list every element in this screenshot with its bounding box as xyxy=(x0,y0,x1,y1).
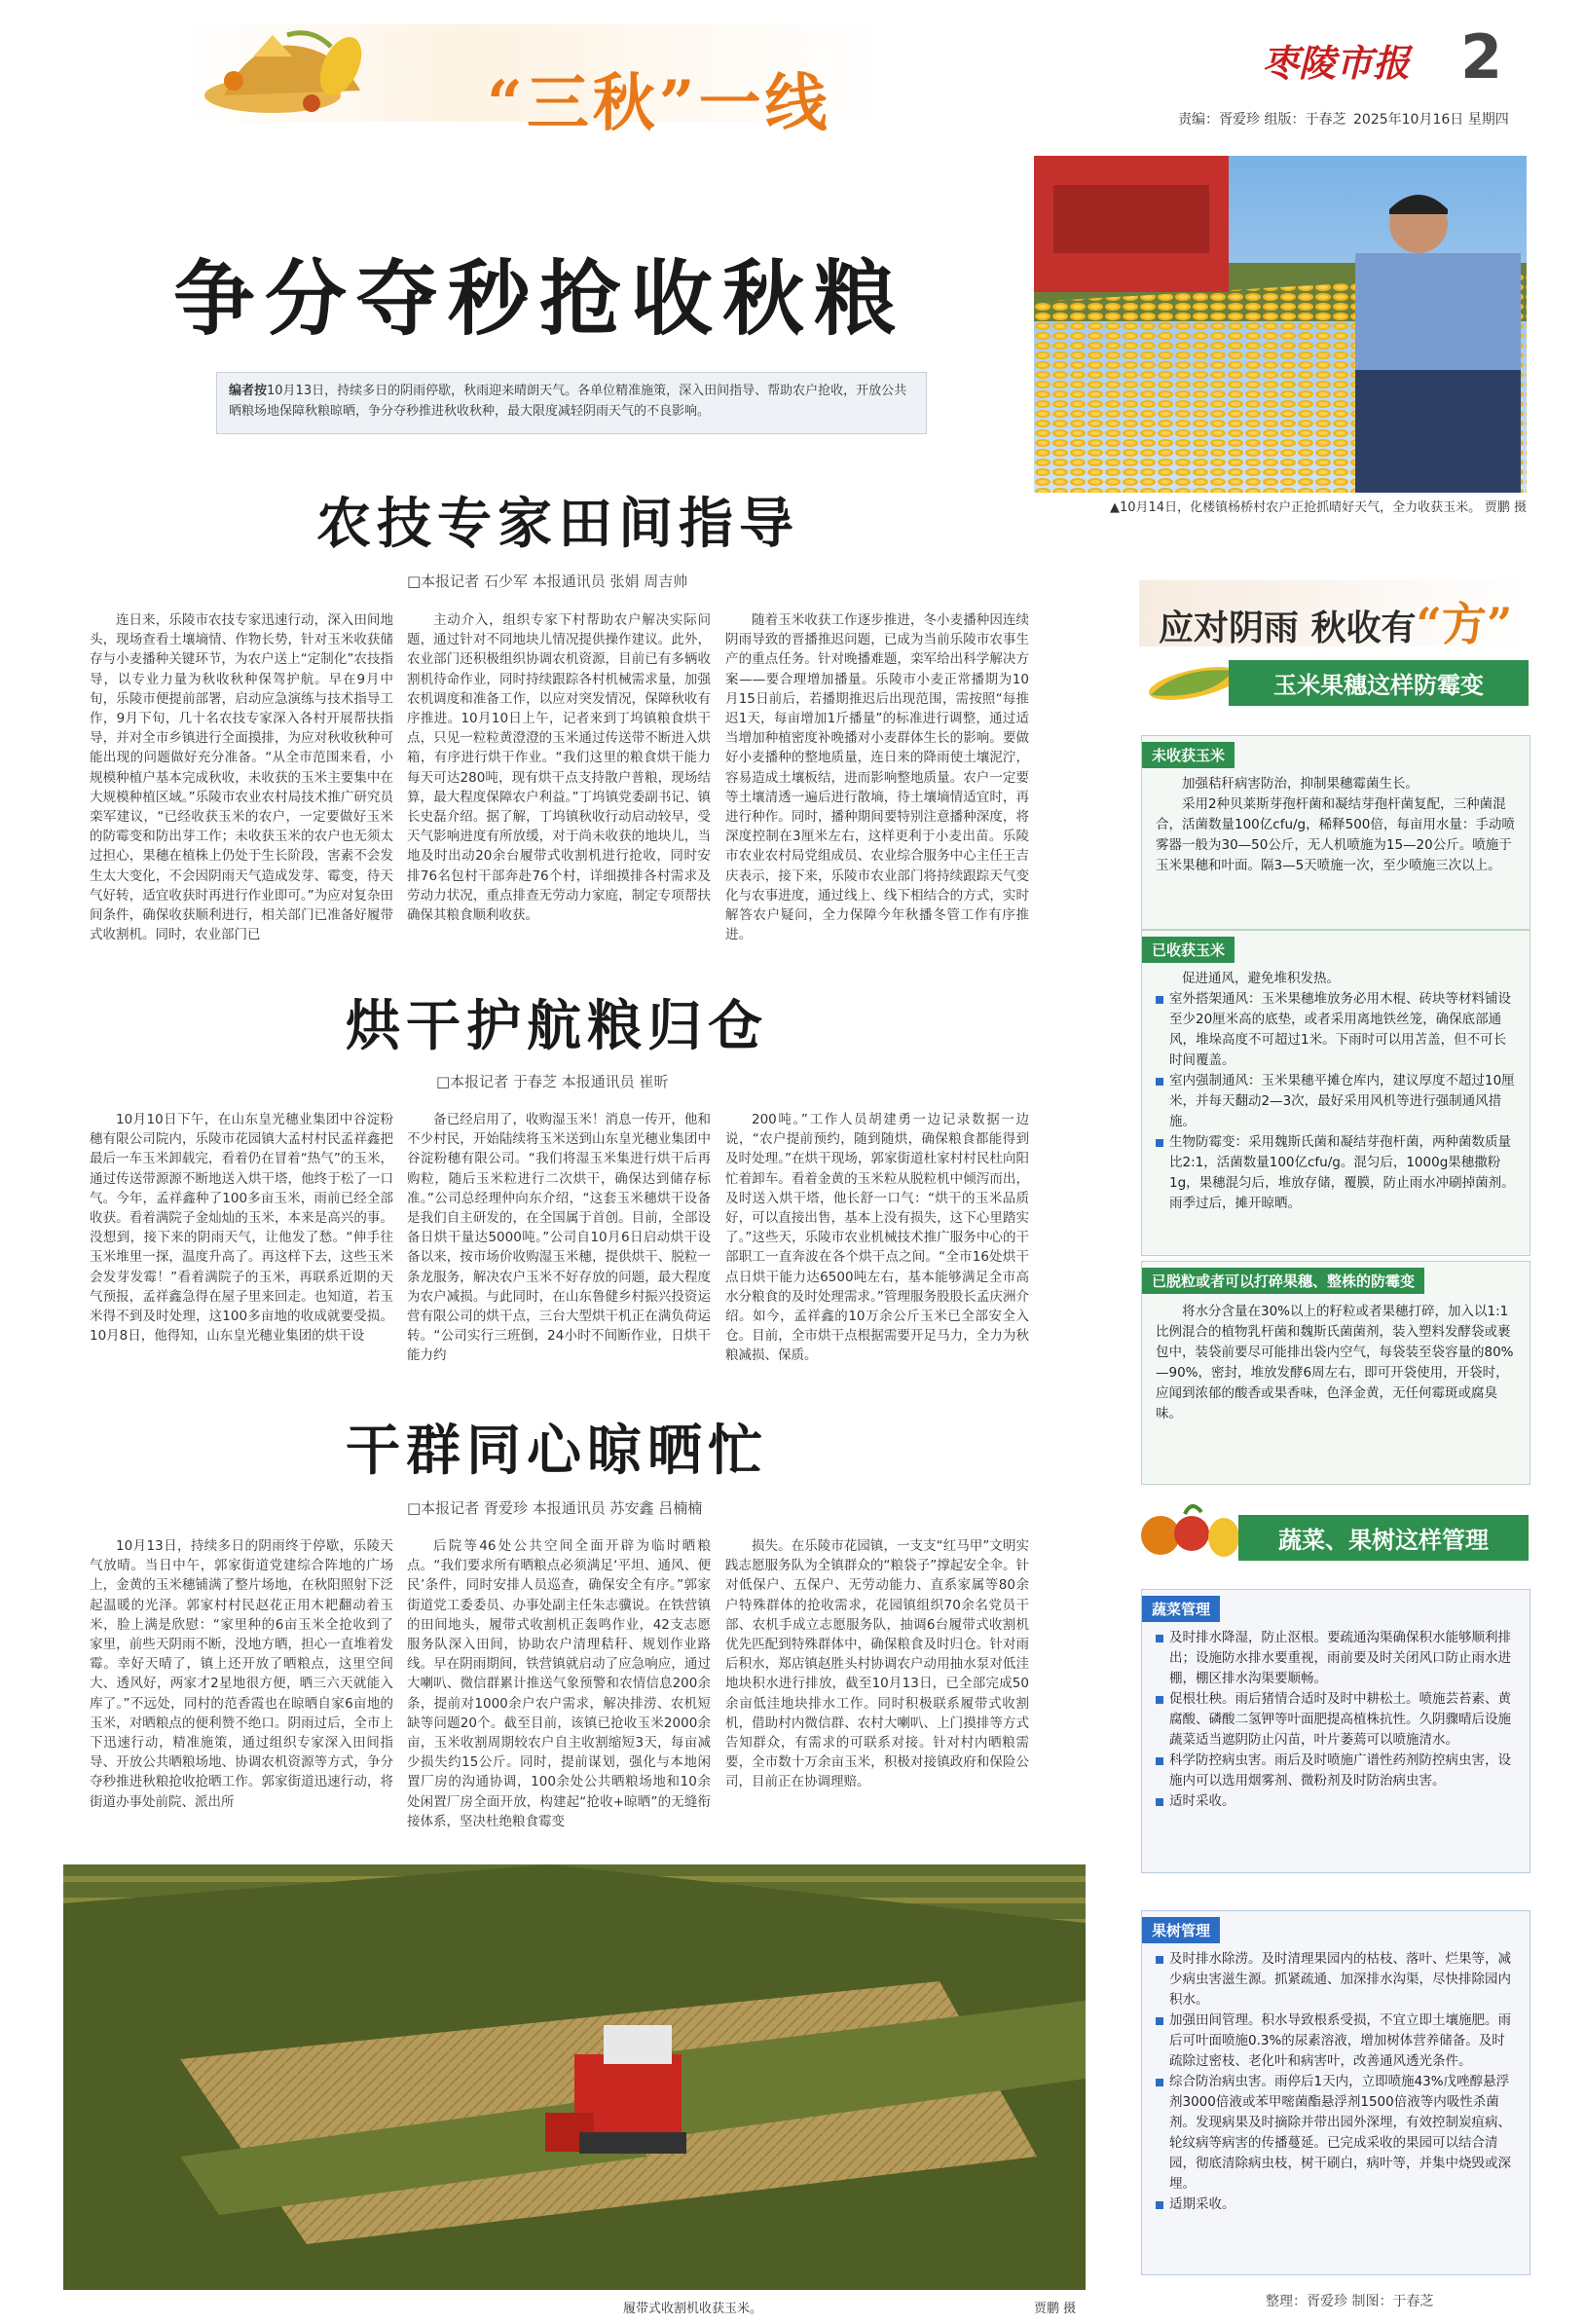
section3-column-3: 损失。在乐陵市花园镇，一支支“红马甲”文明实践志愿服务队为全镇群众的“粮袋子”撑起安全伞。针对低保户、五保户、无劳动能力、直系家属等80余户特殊群体的抢收需求，花园镇组织70余名党员干部、农机手成立志愿服务队，抽调6台履带式收割机优先匹配到特殊群体中，确保粮食及时归仓。针对雨后积水，郑店镇赵胜头村协调农户动用抽水泵对低洼地块积水进行排放，截至10月13日，已全部完成50余亩低洼地块排水工作。同时积极联系履带式收割机，借助村内微信群、农村大喇叭、上门摸排等方式告知群众，有需求的可联系对接。针对村内晒粮需要，全市数十万余亩玉米，积极对接镇政府和保险公司，目前正在协调理赔。 xyxy=(725,1538,1029,1790)
fruit-tree-management-item: 适期采收。 xyxy=(1156,2195,1516,2215)
page-number: 2 xyxy=(1460,21,1503,92)
corn-harvest-illustration xyxy=(195,27,409,120)
banner-title: “三秋”一线 xyxy=(487,67,831,140)
fruit-tree-management-item: 加强田间管理。积水导致根系受损，不宜立即土壤施肥。雨后可叶面喷施0.3%的尿素溶液，增加树体营养储备。及时疏除过密枝、老化叶和病害叶，改善通风透光条件。 xyxy=(1156,2010,1516,2072)
sidebar-header: 应对阴雨 秋收有“方” xyxy=(1159,598,1513,650)
fruit-tree-management-box xyxy=(1141,1910,1530,2275)
editor-note xyxy=(216,372,927,434)
section1-column-3: 随着玉米收获工作逐步推进，冬小麦播种因连续阴雨导致的晋播推迟问题，已成为当前乐陵市农事生产的重点任务。针对晚播难题，栾军给出科学解决方案——要合理增加播量。乐陵市小麦正常播期为10月15日前后，若播期推迟后出现范围，需按照“每推迟1天，每亩增加1斤播量”的标准进行调整，通过适当增加种植密度补晚播对小麦群体生长的影响。要做好小麦播种的整地质量，连日来的降雨使土壤泥泞，容易造成土壤板结，进而影响整地质量。农户一定要等土壤清透一遍后进行散墒，待土壤墒情适宜时，再进行种作。同时，播种期间要特别注意播种深度，将深度控制在3厘米左右，这样更利于小麦出苗。乐陵市农业农村局党组成员、农业综合服务中心主任王吉庆表示，接下来，乐陵市农业部门将持续跟踪天气变化与农事进度，通过线上、线下相结合的方式，实时解答农户疑问，全力保障今年秋播冬管工作有序推进。 xyxy=(725,612,1029,943)
section1-byline: □本报记者 石少军 本报通讯员 张娟 周吉帅 xyxy=(407,572,688,590)
harvested-corn-box xyxy=(1141,930,1530,1256)
vegetable-management-tab: 蔬菜管理 xyxy=(1142,1596,1220,1622)
corn-mold-prevention-bar: 玉米果穗这样防霉变 xyxy=(1229,660,1529,706)
section2-column-3: 200吨。”工作人员胡建勇一边记录数据一边说，“农户提前预约，随到随烘，确保粮食都能得到及时处理。”在烘干现场，郭家街道杜家村村民杜向阳忙着卸车。看着金黄的玉米粒从脱粒机中倾泻而出，及时送入烘干塔，他长舒一口气：“烘干的玉米品质好，可以直接出售，基本上没有损失，这下心里踏实了。”这些天，乐陵市农业机械技术推广服务中心的干部职工一直奔波在各个烘干点之间。“全市16处烘干点日烘干能力达6500吨左右，基本能够满足全市高水分粮食的及时处理需求。”管理服务股股长孟庆洲介绍。如今，孟祥鑫的10万余公斤玉米已全部安全入仓。目前，全市烘干点根据需要开足马力，全力为秋粮减损、保质。 xyxy=(725,1112,1029,1364)
main-headline: 争分夺秒抢收秋粮 xyxy=(173,251,906,347)
threshed-corn-box xyxy=(1141,1261,1530,1485)
section1-title: 农技专家田间指导 xyxy=(316,492,799,556)
harvested-corn-tab: 已收获玉米 xyxy=(1142,937,1235,963)
harvested-corn-intro: 促进通风，避免堆积发热。 xyxy=(1182,971,1340,986)
sidebar-footer-credit: 整理：胥爱珍 制图：于春芝 xyxy=(1266,2294,1434,2309)
threshed-corn-tab: 已脱粒或者可以打碎果穗、整株的防霉变 xyxy=(1142,1268,1424,1294)
section2-title: 烘干护航粮归仓 xyxy=(346,994,768,1058)
section1-column-2: 主动介入，组织专家下村帮助农户解决实际问题，通过针对不同地块儿情况提供操作建议。此外，农业部门还积极组织协调农机资源，目前已有多辆收割机待命作业，同时持续跟踪各村机械需求量，加强农机调度和准备工作，以应对突发情况，保障秋收有序推进。10月10日上午，记者来到丁坞镇粮食烘干点，只见一粒粒黄澄澄的玉米通过传送带不断进入烘箱，有序进行烘干作业。“我们这里的粮食烘干能力每天可达280吨，现有烘干点支持散户普粮，现场结算，最大程度保障农户利益。”丁坞镇党委副书记、镇长史磊介绍。据了解，丁坞镇秋收行动启动较早，受天气影响进度有所放缓，对于尚未收获的地块儿，当地及时出动20余台履带式收割机进行抢收，同时安排76名包村干部奔赴76个村，详细摸排各村需求及劳动力状况，重点排查无劳动力家庭，制定专项帮扶确保其粮食顺利收获。 xyxy=(407,612,711,924)
bottom-photo-harvester-field xyxy=(63,1864,1086,2290)
section2-column-1: 10月10日下午，在山东皇光穗业集团中谷淀粉穗有限公司院内，乐陵市花园镇大孟村村民孟祥鑫把最后一车玉米卸载完，看着仍在冒着“热气”的玉米，通过传送带源源不断地送入烘干塔，他终于松了一口气。今年，孟祥鑫种了100多亩玉米，雨前已经全部收获。看着满院子金灿灿的玉米，本来是高兴的事。没想到，接下来的阴雨天气，让他发了愁。“伸手往玉米堆里一探，温度升高了。再这样下去，这些玉米会发芽发霉！”看着满院子的玉米，再联系近期的天气预报，孟祥鑫急得在屋子里来回走。也知道，若玉米得不到及时处理，这100多亩地的收成就要受损。10月8日，他得知，山东皇光穗业集团的烘干设 xyxy=(90,1112,393,1345)
section2-column-2: 备已经启用了，收购湿玉米！消息一传开，他和不少村民，开始陆续将玉米送到山东皇光穗业集团中谷淀粉穗有限公司。“我们将湿玉米集进行烘干后再购粒，随后玉米粒进行二次烘干，确保达到储存标准。”公司总经理仲向东介绍，“这套玉米穗烘干设备是我们自主研发的，在全国属于首创。目前，全部设备日烘干量达5000吨。”公司自10月6日启动烘干设备以来，按市场价收购湿玉米穗，提供烘干、脱粒一条龙服务，解决农户玉米不好存放的问题，最大程度为农户减损。与此同时，在山东鲁健乡村振兴投资运营有限公司的烘干点，三台大型烘干机正在满负荷运转。“公司实行三班倒，24小时不间断作业，日烘干能力约 xyxy=(407,1112,711,1364)
section1-column-1: 连日来，乐陵市农技专家迅速行动，深入田间地头，现场查看土壤墒情、作物长势，针对玉米收获储存与小麦播种关键环节，为农户送上“定制化”农技指导，以专业力量为秋收秋种保驾护航。早在9月中旬，乐陵市便提前部署，启动应急演练与技术指导工作，9月下旬，几十名农技专家深入各村开展帮扶指导，并对全市乡镇进行全面摸排，为应对秋收秋种可能出现的问题做好充分准备。“从全市范围来看，小规模种植户基本完成秋收，未收获的玉米主要集中在大规模种植区域。”乐陵市农业农村局技术推广研究员栾军建议，“已经收获玉米的农户，一定要做好玉米的防霉变和防出芽工作；未收获玉米的农户也无须太过担心，果穗在植株上仍处于生长阶段，害素不会发生太大变化，不会因阴雨天气造成发芽、霉变，待天气好转，适宜收获时再进行作业即可。”为应对复杂田间条件，确保收获顺利进行，相关部门已准备好履带式收割机。同时，农业部门已 xyxy=(90,612,393,943)
editor-note-label: 编者按 xyxy=(229,384,268,398)
harvested-corn-item: 室外搭架通风：玉米果穗堆放务必用木棍、砖块等材料铺设至少20厘米高的底垫，或者采用离地铁丝笼，确保底部通风，堆垛高度不可超过1米。下雨时可以用苫盖，但不可长时间覆盖。 xyxy=(1156,989,1516,1071)
fruit-tree-management-item: 综合防治病虫害。雨停后1天内，立即喷施43%戊唑醇悬浮剂3000倍液或苯甲嘧菌酯悬浮剂1500倍液等内吸性杀菌剂。发现病果及时摘除并带出园外深埋，有效控制炭疽病、轮纹病等病害的传播蔓延。已完成采收的果园可以结合清园，彻底清除病虫枝，树干刷白，病叶等，并集中烧毁或深埋。 xyxy=(1156,2072,1516,2195)
unharvested-corn-box xyxy=(1141,735,1530,930)
section3-byline: □本报记者 胥爱珍 本报通讯员 苏安鑫 吕楠楠 xyxy=(407,1499,703,1517)
vegetable-management-box xyxy=(1141,1589,1530,1873)
top-photo-caption: ▲10月14日，化楼镇杨桥村农户正抢抓晴好天气，全力收获玉米。 贾鹏 摄 xyxy=(1110,498,1527,518)
top-photo-credit: 贾鹏 摄 xyxy=(1484,500,1527,515)
bottom-photo-caption: 履带式收割机收获玉米。 xyxy=(623,2302,763,2316)
unharvested-corn-line-2: 采用2种贝莱斯芽孢杆菌和凝结芽孢杆菌复配，三种菌混合，活菌数量100亿cfu/g，稀释500倍，每亩用水量：手动喷雾器一般为30—50公斤，无人机喷施为15—20公斤。喷施于玉米果穗和叶面。隔3—5天喷施一次，至少喷施三次以上。 xyxy=(1156,796,1515,873)
fruit-tree-management-item: 及时排水除涝。及时清理果园内的枯枝、落叶、烂果等，减少病虫害滋生源。抓紧疏通、加深排水沟渠，尽快排除园内积水。 xyxy=(1156,1949,1516,2010)
section2-byline: □本报记者 于春芝 本报通讯员 崔昕 xyxy=(436,1073,669,1090)
paper-name-logo: 枣陵市报 xyxy=(1262,41,1411,85)
harvested-corn-item: 生物防霉变：采用魏斯氏菌和凝结芽孢杆菌，两种菌数质量比2:1，活菌数量100亿cfu/g。混匀后，1000g果穗撒粉1g，果穗混匀后，堆放存储，覆膜，防止雨水冲刷掉菌剂。雨季过后，摊开晾晒。 xyxy=(1156,1132,1516,1214)
vegetable-management-item: 及时排水降湿，防止沤根。要疏通沟渠确保积水能够顺利排出；设施防水排水要重视，雨前要及时关闭风口防止雨水进棚，棚区排水沟渠要顺畅。 xyxy=(1156,1628,1516,1689)
unharvested-corn-line-1: 加强秸秆病害防治，抑制果穗霉菌生长。 xyxy=(1182,776,1419,792)
editors-line: 责编：胥爱珍 组版：于春芝 xyxy=(1178,112,1346,128)
vegetable-management-item: 科学防控病虫害。雨后及时喷施广谱性药剂防控病虫害，设施内可以选用烟雾剂、微粉剂及时防治病虫害。 xyxy=(1156,1751,1516,1791)
bottom-photo-credit: 贾鹏 摄 xyxy=(1034,2302,1077,2316)
vegetable-fruit-icon xyxy=(1131,1494,1248,1563)
vegetable-management-item: 适时采收。 xyxy=(1156,1791,1516,1812)
vegetable-management-item: 促根壮秧。雨后猪情合适时及时中耕松土。喷施芸苔素、黄腐酸、磷酸二氢钾等叶面肥提高植株抗性。久阴骤晴后设施蔬菜适当遮阴防止闪苗，叶片萎蔫可以喷施清水。 xyxy=(1156,1689,1516,1751)
threshed-corn-text: 将水分含量在30%以上的籽粒或者果穗打碎，加入以1:1比例混合的植物乳杆菌和魏斯氏菌菌剂，装入塑料发酵袋或裹包中，装袋前要尽可能排出袋内空气，每袋装至袋容量的80%—90%，密封，堆放发酵6周左右，即可开袋使用，开袋时，应闻到浓郁的酸香或果香味，色泽金黄，无任何霉斑或腐臭味。 xyxy=(1156,1304,1514,1421)
section3-title: 干群同心晾晒忙 xyxy=(346,1419,768,1483)
section3-column-2: 后院等46处公共空间全面开辟为临时晒粮点。“我们要求所有晒粮点必须满足‘平坦、通风、便民’条件，同时安排人员巡查，确保安全有序。”郭家街道党工委委员、办事处副主任朱志骥说。在铁营镇的田间地头，履带式收割机正轰鸣作业，42支志愿服务队深入田间，协助农户清理秸秆、规划作业路线。早在阴雨期间，铁营镇就启动了应急响应，通过大喇叭、微信群累计推送气象预警和农情信息200余条，提前对1000余户农户需求，解决排涝、农机短缺等问题20个。截至目前，该镇已抢收玉米2000余亩，玉米收割周期较农户自主收割缩短3天，每亩减少损失约15公斤。同时，提前谋划，强化与本地闲置厂房的沟通协调，100余处公共晒粮场地和10余处闲置厂房全面开放，构建起“抢收+晾晒”的无缝衔接体系，坚决杜绝粮食霉变 xyxy=(407,1538,711,1829)
section3-column-1: 10月13日，持续多日的阴雨终于停歇，乐陵天气放晴。当日中午，郭家街道党建综合阵地的广场上，金黄的玉米穗铺满了整片场地，在秋阳照射下泛起温暖的光泽。郭家村村民赵花正用木耙翻动着玉米，脸上满是欣慰：“家里种的6亩玉米全抢收到了家里，前些天阴雨不断，没地方晒，担心一直堆着发霉。幸好天晴了，镇上还开放了晒粮点，这里空间大、透风好，两家才2星地很方便，晒三六天就能入库了。”不远处，同村的范香霞也在晾晒自家6亩地的玉米，对晒粮点的便利赞不绝口。阴雨过后，全市上下迅速行动，精准施策，通过组织专家深入田间指导、开放公共晒粮场地、协调农机资源等方式，争分夺秒推进秋粮抢收抢晒工作。郭家街道迅速行动，将街道办事处前院、派出所 xyxy=(90,1538,393,1810)
top-photo-corn-harvest xyxy=(1034,156,1527,493)
issue-date: 2025年10月16日 星期四 xyxy=(1353,112,1509,128)
unharvested-corn-tab: 未收获玉米 xyxy=(1142,742,1235,768)
editor-note-text: 10月13日，持续多日的阴雨停歇，秋雨迎来晴朗天气。各单位精准施策，深入田间指导、帮助农户抢收，开放公共晒粮场地保障秋粮晾晒，争分夺秒推进秋收秋种，最大限度减轻阴雨天气的不良影响。 xyxy=(229,384,907,419)
harvested-corn-item: 室内强制通风：玉米果穗平摊仓库内，建议厚度不超过10厘米，并每天翻动2—3次，最好采用风机等进行强制通风措施。 xyxy=(1156,1071,1516,1132)
fruit-tree-management-tab: 果树管理 xyxy=(1142,1917,1220,1943)
vegetable-fruit-management-bar: 蔬菜、果树这样管理 xyxy=(1238,1515,1529,1561)
